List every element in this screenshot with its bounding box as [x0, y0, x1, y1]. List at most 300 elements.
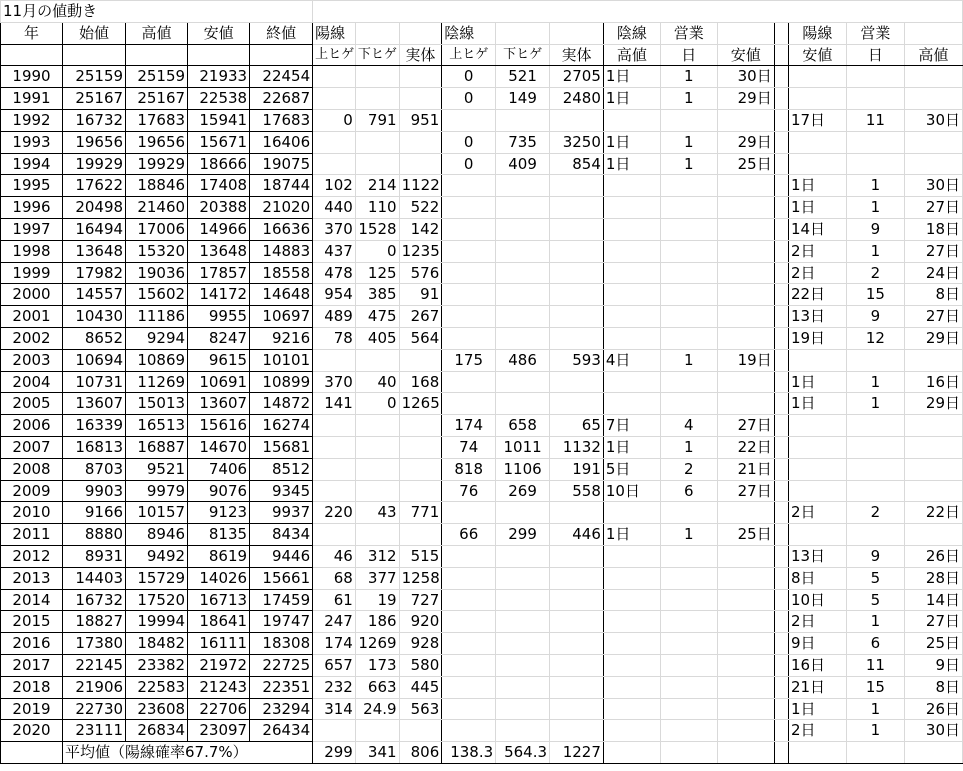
table-cell[interactable]: 2009 — [1, 480, 63, 502]
table-cell[interactable]: 8931 — [63, 545, 126, 567]
table-cell[interactable]: 9521 — [126, 458, 188, 480]
table-cell[interactable]: 2014 — [1, 589, 63, 611]
table-cell[interactable] — [660, 698, 717, 720]
table-cell[interactable]: 486 — [496, 349, 550, 371]
table-cell[interactable]: 1991 — [1, 88, 63, 110]
empty-cell[interactable] — [717, 22, 774, 44]
table-cell[interactable] — [355, 153, 399, 175]
table-cell[interactable] — [846, 436, 904, 458]
table-cell[interactable]: 21972 — [188, 654, 250, 676]
table-cell[interactable]: 2日 — [788, 262, 846, 284]
table-cell[interactable]: 409 — [496, 153, 550, 175]
table-cell[interactable]: 445 — [399, 676, 442, 698]
table-cell[interactable]: 314 — [313, 698, 356, 720]
table-cell[interactable]: 29日 — [904, 327, 962, 349]
table-cell[interactable]: 13648 — [188, 240, 250, 262]
table-cell[interactable]: 22730 — [63, 698, 126, 720]
table-cell[interactable] — [442, 502, 496, 524]
table-cell[interactable]: 2001 — [1, 306, 63, 328]
table-cell[interactable]: 40 — [355, 371, 399, 393]
table-cell[interactable] — [846, 88, 904, 110]
table-cell[interactable]: 11186 — [126, 306, 188, 328]
avg-body2[interactable]: 1227 — [550, 742, 604, 764]
spacer-cell[interactable] — [774, 109, 788, 131]
table-cell[interactable]: 11 — [846, 654, 904, 676]
table-cell[interactable]: 14026 — [188, 567, 250, 589]
table-cell[interactable]: 19656 — [126, 131, 188, 153]
table-cell[interactable] — [603, 567, 660, 589]
table-cell[interactable]: 125 — [355, 262, 399, 284]
table-cell[interactable]: 9345 — [250, 480, 313, 502]
table-cell[interactable]: 8880 — [63, 524, 126, 546]
table-cell[interactable]: 9日 — [788, 633, 846, 655]
table-cell[interactable]: 15729 — [126, 567, 188, 589]
table-cell[interactable]: 15320 — [126, 240, 188, 262]
table-cell[interactable]: 19994 — [126, 611, 188, 633]
empty-cell[interactable] — [188, 44, 250, 66]
table-cell[interactable]: 20498 — [63, 197, 126, 219]
table-cell[interactable]: 15602 — [126, 284, 188, 306]
table-cell[interactable] — [550, 262, 604, 284]
table-cell[interactable] — [442, 218, 496, 240]
header-high[interactable]: 高値 — [126, 22, 188, 44]
table-cell[interactable]: 43 — [355, 502, 399, 524]
table-cell[interactable] — [442, 327, 496, 349]
table-cell[interactable] — [355, 349, 399, 371]
table-cell[interactable]: 186 — [355, 611, 399, 633]
table-cell[interactable]: 1日 — [603, 436, 660, 458]
spacer-cell[interactable] — [774, 240, 788, 262]
table-cell[interactable]: 16713 — [188, 589, 250, 611]
table-cell[interactable]: 8512 — [250, 458, 313, 480]
table-cell[interactable] — [496, 720, 550, 742]
table-cell[interactable] — [550, 654, 604, 676]
header-open[interactable]: 始値 — [63, 22, 126, 44]
table-cell[interactable]: 15681 — [250, 436, 313, 458]
table-cell[interactable]: 14日 — [788, 218, 846, 240]
table-cell[interactable] — [603, 633, 660, 655]
table-cell[interactable]: 1 — [660, 131, 717, 153]
table-cell[interactable] — [313, 415, 356, 437]
table-cell[interactable] — [550, 175, 604, 197]
table-cell[interactable] — [846, 524, 904, 546]
table-cell[interactable]: 19929 — [63, 153, 126, 175]
table-cell[interactable]: 21933 — [188, 66, 250, 88]
table-cell[interactable]: 521 — [496, 66, 550, 88]
table-cell[interactable] — [603, 327, 660, 349]
table-cell[interactable]: 954 — [313, 284, 356, 306]
table-cell[interactable] — [550, 502, 604, 524]
table-cell[interactable] — [904, 153, 962, 175]
table-cell[interactable]: 1990 — [1, 66, 63, 88]
table-cell[interactable] — [788, 131, 846, 153]
spacer-cell[interactable] — [774, 153, 788, 175]
table-cell[interactable] — [313, 524, 356, 546]
table-cell[interactable] — [313, 66, 356, 88]
empty-cell[interactable] — [717, 742, 774, 764]
spacer-cell[interactable] — [774, 720, 788, 742]
table-cell[interactable]: 18641 — [188, 611, 250, 633]
table-cell[interactable]: 446 — [550, 524, 604, 546]
table-cell[interactable] — [717, 218, 774, 240]
table-cell[interactable] — [603, 240, 660, 262]
table-cell[interactable] — [717, 197, 774, 219]
table-cell[interactable]: 16636 — [250, 218, 313, 240]
table-cell[interactable]: 25167 — [63, 88, 126, 110]
table-cell[interactable]: 19日 — [788, 327, 846, 349]
header-body2[interactable]: 実体 — [550, 44, 604, 66]
table-cell[interactable] — [660, 676, 717, 698]
table-cell[interactable]: 168 — [399, 371, 442, 393]
table-cell[interactable] — [660, 284, 717, 306]
table-cell[interactable] — [496, 197, 550, 219]
table-cell[interactable]: 30日 — [904, 109, 962, 131]
header-in-day[interactable]: 日 — [660, 44, 717, 66]
table-cell[interactable] — [550, 109, 604, 131]
spacer-cell[interactable] — [774, 327, 788, 349]
table-cell[interactable]: 25167 — [126, 88, 188, 110]
table-cell[interactable]: 173 — [355, 654, 399, 676]
header-in-label[interactable]: 陰線 — [603, 22, 660, 44]
table-cell[interactable] — [496, 327, 550, 349]
table-cell[interactable] — [399, 458, 442, 480]
table-cell[interactable] — [355, 66, 399, 88]
table-cell[interactable] — [660, 371, 717, 393]
table-cell[interactable]: 16513 — [126, 415, 188, 437]
table-cell[interactable]: 19 — [355, 589, 399, 611]
table-cell[interactable]: 19656 — [63, 131, 126, 153]
table-cell[interactable] — [603, 284, 660, 306]
table-cell[interactable] — [717, 371, 774, 393]
table-cell[interactable] — [904, 524, 962, 546]
table-cell[interactable]: 9955 — [188, 306, 250, 328]
avg-body[interactable]: 806 — [399, 742, 442, 764]
table-cell[interactable]: 21020 — [250, 197, 313, 219]
table-cell[interactable] — [660, 611, 717, 633]
table-cell[interactable]: 8434 — [250, 524, 313, 546]
table-cell[interactable]: 232 — [313, 676, 356, 698]
table-cell[interactable]: 1日 — [788, 175, 846, 197]
table-cell[interactable] — [550, 327, 604, 349]
spacer-cell[interactable] — [774, 371, 788, 393]
table-cell[interactable] — [717, 545, 774, 567]
table-cell[interactable]: 8日 — [904, 284, 962, 306]
table-cell[interactable]: 10日 — [788, 589, 846, 611]
table-cell[interactable] — [496, 175, 550, 197]
table-cell[interactable]: 6 — [660, 480, 717, 502]
table-cell[interactable]: 2017 — [1, 654, 63, 676]
table-cell[interactable] — [313, 88, 356, 110]
header-lower[interactable]: 下ヒゲ — [355, 44, 399, 66]
table-cell[interactable]: 68 — [313, 567, 356, 589]
spacer-cell[interactable] — [774, 66, 788, 88]
table-cell[interactable]: 920 — [399, 611, 442, 633]
header-in-high[interactable]: 高値 — [603, 44, 660, 66]
table-cell[interactable]: 17459 — [250, 589, 313, 611]
table-cell[interactable]: 580 — [399, 654, 442, 676]
table-cell[interactable]: 22351 — [250, 676, 313, 698]
header-yo-label[interactable]: 陽線 — [788, 22, 846, 44]
table-cell[interactable]: 9446 — [250, 545, 313, 567]
table-cell[interactable] — [603, 502, 660, 524]
empty-cell[interactable] — [904, 742, 962, 764]
table-cell[interactable] — [660, 262, 717, 284]
table-cell[interactable]: 1 — [660, 524, 717, 546]
table-cell[interactable]: 17683 — [126, 109, 188, 131]
table-cell[interactable] — [550, 371, 604, 393]
spacer-cell[interactable] — [774, 415, 788, 437]
table-cell[interactable] — [717, 611, 774, 633]
table-cell[interactable] — [660, 393, 717, 415]
table-cell[interactable] — [550, 197, 604, 219]
table-cell[interactable]: 489 — [313, 306, 356, 328]
table-cell[interactable] — [399, 720, 442, 742]
spacer-cell[interactable] — [774, 567, 788, 589]
table-cell[interactable]: 0 — [442, 66, 496, 88]
header-close[interactable]: 終値 — [250, 22, 313, 44]
table-cell[interactable] — [496, 393, 550, 415]
table-cell[interactable]: 21460 — [126, 197, 188, 219]
table-cell[interactable] — [846, 153, 904, 175]
table-cell[interactable]: 17857 — [188, 262, 250, 284]
table-cell[interactable] — [442, 197, 496, 219]
header-yo-low[interactable]: 安値 — [788, 44, 846, 66]
table-cell[interactable]: 18744 — [250, 175, 313, 197]
table-cell[interactable]: 220 — [313, 502, 356, 524]
table-cell[interactable]: 1日 — [603, 88, 660, 110]
table-cell[interactable] — [717, 633, 774, 655]
table-cell[interactable] — [442, 545, 496, 567]
table-cell[interactable]: 14883 — [250, 240, 313, 262]
table-cell[interactable]: 9294 — [126, 327, 188, 349]
table-cell[interactable]: 16887 — [126, 436, 188, 458]
table-cell[interactable]: 27日 — [717, 415, 774, 437]
table-cell[interactable]: 141 — [313, 393, 356, 415]
table-cell[interactable]: 30日 — [904, 720, 962, 742]
table-cell[interactable]: 29日 — [904, 393, 962, 415]
table-cell[interactable] — [550, 633, 604, 655]
table-cell[interactable]: 19747 — [250, 611, 313, 633]
table-cell[interactable] — [442, 284, 496, 306]
table-cell[interactable]: 21日 — [788, 676, 846, 698]
table-cell[interactable]: 1 — [846, 240, 904, 262]
empty-cell[interactable] — [774, 44, 788, 66]
table-cell[interactable] — [496, 676, 550, 698]
table-cell[interactable] — [399, 153, 442, 175]
table-cell[interactable]: 2020 — [1, 720, 63, 742]
table-cell[interactable]: 14172 — [188, 284, 250, 306]
table-cell[interactable] — [660, 567, 717, 589]
header-upper[interactable]: 上ヒゲ — [313, 44, 356, 66]
table-cell[interactable]: 4 — [660, 415, 717, 437]
table-cell[interactable]: 475 — [355, 306, 399, 328]
table-cell[interactable]: 17380 — [63, 633, 126, 655]
table-cell[interactable] — [717, 284, 774, 306]
table-cell[interactable]: 14403 — [63, 567, 126, 589]
spacer-cell[interactable] — [774, 654, 788, 676]
table-cell[interactable]: 1994 — [1, 153, 63, 175]
table-cell[interactable] — [603, 720, 660, 742]
table-cell[interactable] — [788, 480, 846, 502]
table-cell[interactable]: 1日 — [788, 197, 846, 219]
table-cell[interactable]: 22454 — [250, 66, 313, 88]
table-cell[interactable] — [442, 109, 496, 131]
table-cell[interactable]: 16732 — [63, 589, 126, 611]
table-cell[interactable]: 0 — [313, 109, 356, 131]
table-cell[interactable] — [846, 415, 904, 437]
table-cell[interactable] — [442, 567, 496, 589]
empty-cell[interactable] — [774, 22, 788, 44]
table-cell[interactable]: 1992 — [1, 109, 63, 131]
spacer-cell[interactable] — [774, 742, 788, 764]
table-cell[interactable]: 19075 — [250, 153, 313, 175]
table-cell[interactable] — [660, 633, 717, 655]
table-cell[interactable]: 405 — [355, 327, 399, 349]
table-cell[interactable]: 18846 — [126, 175, 188, 197]
table-cell[interactable] — [399, 88, 442, 110]
empty-cell[interactable] — [904, 22, 962, 44]
table-cell[interactable] — [660, 109, 717, 131]
table-cell[interactable]: 22日 — [904, 502, 962, 524]
table-cell[interactable]: 2000 — [1, 284, 63, 306]
table-cell[interactable] — [496, 633, 550, 655]
table-cell[interactable] — [660, 306, 717, 328]
spacer-cell[interactable] — [774, 175, 788, 197]
table-cell[interactable]: 8652 — [63, 327, 126, 349]
header-in-biz[interactable]: 営業 — [660, 22, 717, 44]
table-cell[interactable]: 25日 — [717, 524, 774, 546]
table-cell[interactable] — [603, 197, 660, 219]
table-cell[interactable]: 24.9 — [355, 698, 399, 720]
table-cell[interactable] — [496, 502, 550, 524]
table-cell[interactable]: 10157 — [126, 502, 188, 524]
empty-cell[interactable] — [788, 742, 846, 764]
table-cell[interactable]: 78 — [313, 327, 356, 349]
table-cell[interactable]: 25159 — [126, 66, 188, 88]
table-cell[interactable] — [496, 545, 550, 567]
spacer-cell[interactable] — [774, 589, 788, 611]
table-cell[interactable] — [550, 589, 604, 611]
empty-cell[interactable] — [313, 1, 963, 23]
table-cell[interactable]: 6 — [846, 633, 904, 655]
table-cell[interactable]: 11269 — [126, 371, 188, 393]
table-cell[interactable]: 13日 — [788, 306, 846, 328]
table-cell[interactable]: 10869 — [126, 349, 188, 371]
table-cell[interactable]: 29日 — [717, 88, 774, 110]
header-low[interactable]: 安値 — [188, 22, 250, 44]
table-cell[interactable]: 377 — [355, 567, 399, 589]
table-cell[interactable]: 9492 — [126, 545, 188, 567]
table-cell[interactable]: 928 — [399, 633, 442, 655]
table-cell[interactable]: 522 — [399, 197, 442, 219]
table-cell[interactable]: 663 — [355, 676, 399, 698]
table-cell[interactable]: 12 — [846, 327, 904, 349]
table-cell[interactable]: 17006 — [126, 218, 188, 240]
table-cell[interactable]: 25日 — [904, 633, 962, 655]
table-cell[interactable]: 247 — [313, 611, 356, 633]
table-cell[interactable] — [313, 480, 356, 502]
table-cell[interactable]: 8日 — [904, 676, 962, 698]
table-cell[interactable] — [399, 524, 442, 546]
table-cell[interactable]: 2003 — [1, 349, 63, 371]
empty-cell[interactable] — [550, 22, 604, 44]
table-cell[interactable]: 9903 — [63, 480, 126, 502]
table-cell[interactable] — [603, 589, 660, 611]
table-cell[interactable]: 564 — [399, 327, 442, 349]
table-cell[interactable] — [717, 393, 774, 415]
table-cell[interactable]: 1996 — [1, 197, 63, 219]
table-cell[interactable]: 22583 — [126, 676, 188, 698]
table-cell[interactable]: 30日 — [717, 66, 774, 88]
table-cell[interactable] — [660, 197, 717, 219]
table-cell[interactable] — [442, 611, 496, 633]
table-cell[interactable] — [550, 567, 604, 589]
table-cell[interactable] — [550, 306, 604, 328]
table-cell[interactable]: 370 — [313, 218, 356, 240]
table-cell[interactable] — [603, 545, 660, 567]
table-cell[interactable]: 46 — [313, 545, 356, 567]
table-cell[interactable]: 18308 — [250, 633, 313, 655]
spacer-cell[interactable] — [774, 524, 788, 546]
spacer-cell[interactable] — [774, 436, 788, 458]
table-cell[interactable] — [788, 415, 846, 437]
table-cell[interactable]: 312 — [355, 545, 399, 567]
table-cell[interactable] — [603, 393, 660, 415]
table-cell[interactable] — [846, 66, 904, 88]
table-cell[interactable]: 385 — [355, 284, 399, 306]
table-cell[interactable]: 25159 — [63, 66, 126, 88]
empty-cell[interactable] — [355, 22, 399, 44]
spacer-cell[interactable] — [774, 676, 788, 698]
table-cell[interactable] — [355, 436, 399, 458]
table-cell[interactable] — [717, 262, 774, 284]
table-cell[interactable]: 2日 — [788, 720, 846, 742]
table-cell[interactable]: 102 — [313, 175, 356, 197]
table-cell[interactable]: 1 — [846, 197, 904, 219]
table-cell[interactable] — [846, 131, 904, 153]
table-cell[interactable] — [904, 131, 962, 153]
table-cell[interactable]: 818 — [442, 458, 496, 480]
table-cell[interactable]: 14日 — [904, 589, 962, 611]
table-cell[interactable] — [788, 349, 846, 371]
table-cell[interactable]: 14670 — [188, 436, 250, 458]
table-cell[interactable]: 15671 — [188, 131, 250, 153]
table-cell[interactable]: 11 — [846, 109, 904, 131]
table-cell[interactable] — [846, 480, 904, 502]
table-cell[interactable] — [717, 698, 774, 720]
table-cell[interactable]: 1235 — [399, 240, 442, 262]
table-cell[interactable] — [660, 175, 717, 197]
spacer-cell[interactable] — [774, 262, 788, 284]
table-cell[interactable] — [550, 611, 604, 633]
table-cell[interactable]: 8135 — [188, 524, 250, 546]
table-cell[interactable] — [846, 349, 904, 371]
empty-cell[interactable] — [1, 44, 63, 66]
table-cell[interactable]: 791 — [355, 109, 399, 131]
table-cell[interactable]: 16日 — [788, 654, 846, 676]
table-cell[interactable]: 15661 — [250, 567, 313, 589]
table-cell[interactable]: 2007 — [1, 436, 63, 458]
table-cell[interactable]: 27日 — [904, 611, 962, 633]
table-cell[interactable]: 8946 — [126, 524, 188, 546]
table-cell[interactable] — [313, 436, 356, 458]
table-cell[interactable]: 2018 — [1, 676, 63, 698]
table-cell[interactable] — [846, 458, 904, 480]
table-cell[interactable] — [660, 327, 717, 349]
table-cell[interactable] — [660, 502, 717, 524]
table-cell[interactable]: 563 — [399, 698, 442, 720]
table-cell[interactable]: 2019 — [1, 698, 63, 720]
